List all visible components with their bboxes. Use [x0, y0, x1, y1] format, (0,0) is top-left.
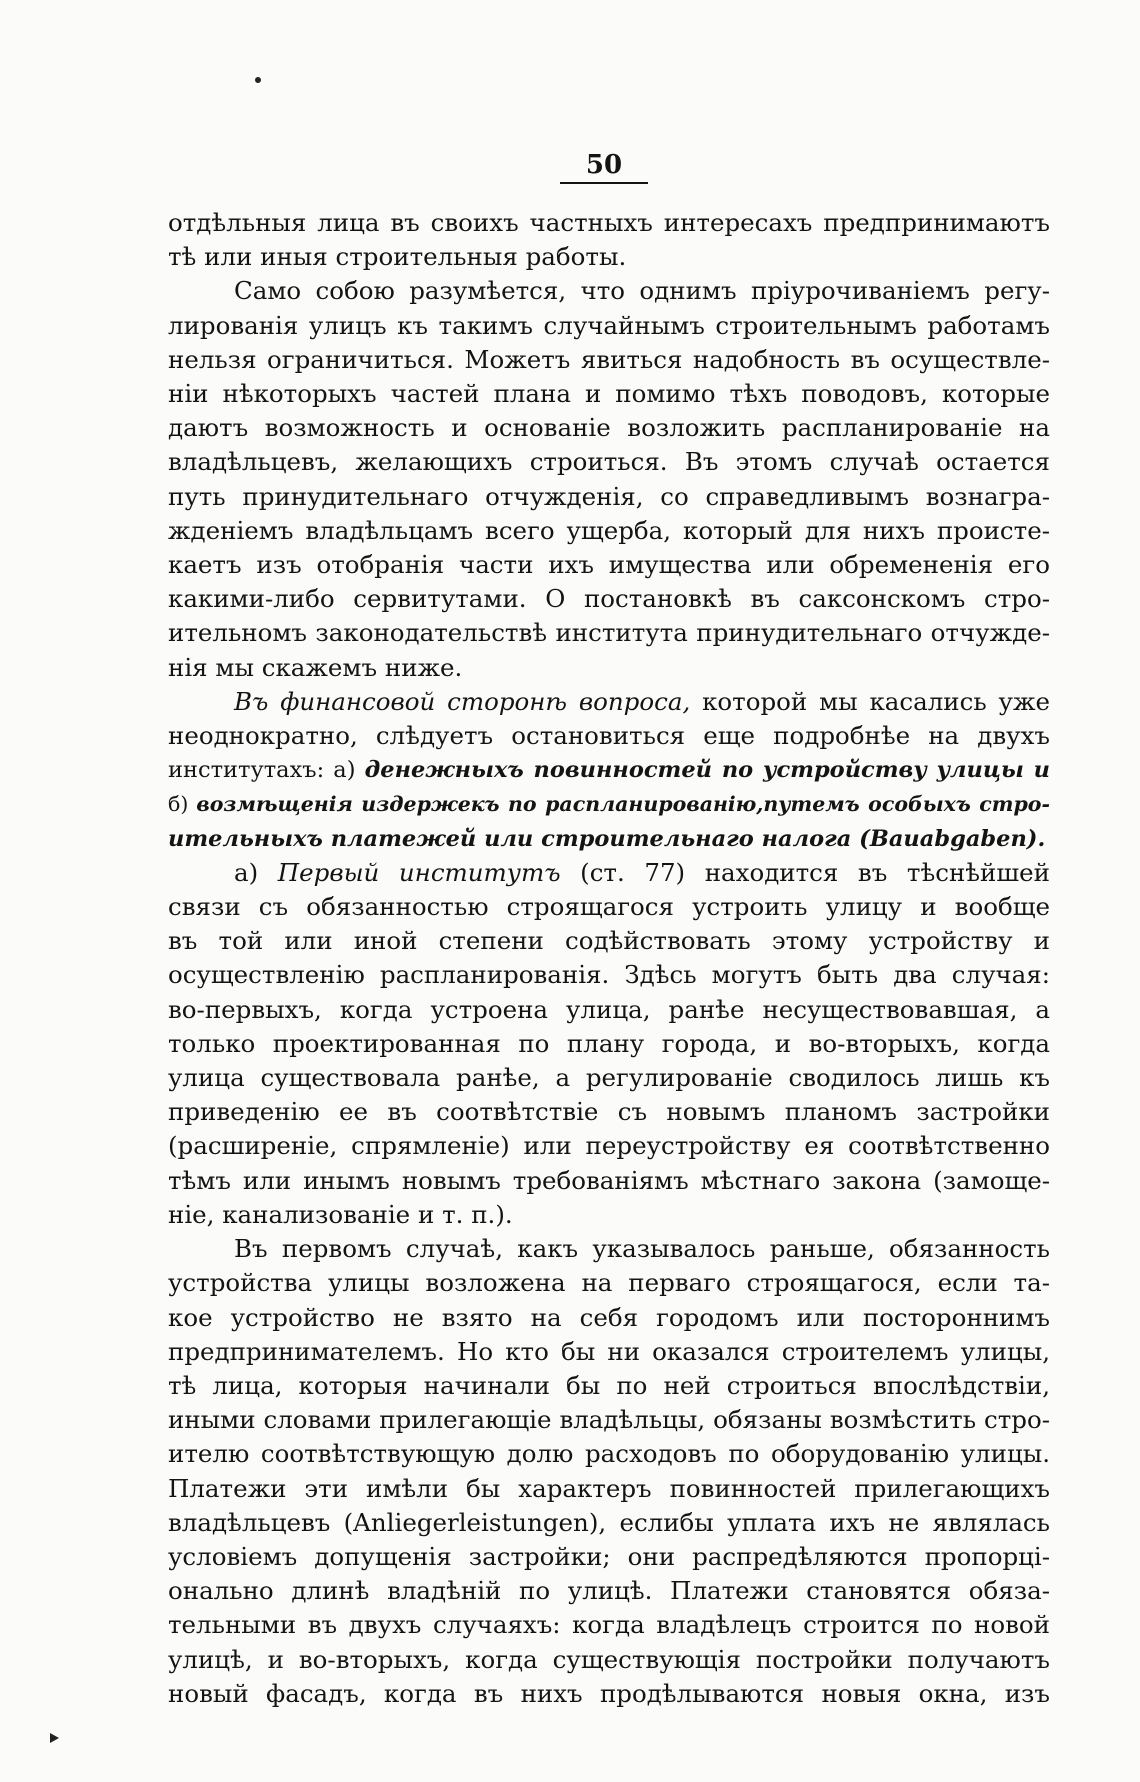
text-line: путь принудительнаго отчужденія, со справедливымъ вознагра- — [168, 481, 1050, 511]
text-line: кое устройство не взято на себя городомъ или постороннимъ — [168, 1302, 1050, 1332]
paragraph-1 — [168, 206, 1050, 685]
text-line: новый фасадъ, когда въ нихъ продѣлываются новыя окна, изъ — [168, 1678, 1050, 1708]
text-line: въ той или иной степени содѣйствовать этому устройству и — [168, 926, 1050, 956]
scan-mark-arrow-icon — [50, 1733, 59, 1743]
text-line — [168, 856, 1050, 890]
text-line: иными словами прилегающіе владѣльцы, обязаны возмѣстить стро- — [168, 1405, 1050, 1435]
text-line: нельзя ограничиться. Можетъ явиться надобность въ осуществле- — [168, 344, 1050, 374]
text-line: тѣмъ или инымъ новымъ требованіямъ мѣстнаго закона (замоще- — [168, 1165, 1050, 1195]
text-line: лированія улицъ къ такимъ случайнымъ строительнымъ работамъ — [168, 310, 1050, 340]
text-line: даютъ возможность и основаніе возложить распланированіе на — [168, 413, 1050, 443]
paragraph-3 — [168, 856, 1050, 1232]
text-line: связи съ обязанностью строящагося устроить улицу и вообще — [168, 892, 1050, 922]
text-fragment: а) — [234, 857, 259, 887]
italic-phrase: денежныхъ повинностей по устройству улицы и — [364, 757, 1051, 784]
page-number: 50 — [560, 150, 648, 184]
text-line: отдѣльныя лица въ своихъ частныхъ интересахъ предпринимаютъ — [168, 208, 1050, 237]
text-line: неоднократно, слѣдуетъ остановиться еще подробнѣе на двухъ — [168, 721, 1050, 751]
text-line: только проектированная по плану города, и во-вторыхъ, когда — [168, 1028, 1050, 1058]
text-line: осуществленію распланированія. Здѣсь могутъ быть два случая: — [168, 960, 1050, 990]
text-line: устройства улицы возложена на перваго строящагося, если та- — [168, 1268, 1050, 1298]
text-line: ителю соотвѣтствующую долю расходовъ по оборудованію улицы. — [168, 1439, 1050, 1469]
text-fragment: институтахъ: а) — [168, 757, 356, 784]
text-line: Платежи эти имѣли бы характеръ повинностей прилегающихъ — [168, 1473, 1050, 1503]
text-line: нія мы скажемъ ниже. — [168, 652, 463, 682]
ink-speck — [255, 77, 261, 83]
text-line: улицѣ, и во-вторыхъ, когда существующія постройки получаютъ — [168, 1644, 1050, 1674]
text-line: владѣльцевъ, желающихъ строиться. Въ этомъ случаѣ остается — [168, 447, 1050, 477]
text-line: приведенію ее въ соотвѣтствіе съ новымъ планомъ застройки — [168, 1097, 1050, 1127]
paragraph-2 — [168, 685, 1050, 856]
text-line: Въ первомъ случаѣ, какъ указывалось раньше, обязанность — [234, 1234, 1050, 1264]
text-line: ніе, канализованіе и т. п.). — [168, 1199, 513, 1229]
text-line: во-первыхъ, когда устроена улица, ранѣе несуществовавшая, а — [168, 994, 1050, 1024]
text-line: улица существовала ранѣе, а регулированіе сводилось лишь къ — [168, 1063, 1050, 1093]
text-line: владѣльцевъ (Anliegerleistungen), еслибы уплата ихъ не являлась — [168, 1507, 1050, 1537]
text-line — [168, 685, 1050, 719]
text-line: Само собою разумѣется, что однимъ пріурочиваніемъ регу- — [234, 276, 1050, 306]
text-line: условіемъ допущенія застройки; они распредѣляются пропорці- — [168, 1541, 1050, 1571]
text-fragment: которой мы касались уже — [702, 686, 1050, 716]
italic-phrase: Въ финансовой сторонѣ вопроса, — [234, 686, 691, 716]
text-line: (расширеніе, спрямленіе) или переустройству ея соотвѣтственно — [168, 1131, 1050, 1161]
text-line: тельными въ двухъ случаяхъ: когда владѣлецъ строится по новой — [168, 1610, 1050, 1640]
text-line: онально длинѣ владѣній по улицѣ. Платежи становятся обяза- — [168, 1576, 1050, 1606]
text-line: ительномъ законодательствѣ института принудительнаго отчужде- — [168, 618, 1050, 648]
text-line: каетъ изъ отобранія части ихъ имущества или обремененія его — [168, 550, 1050, 580]
italic-phrase: возмѣщенія издержекъ по распланированію,путемъ особыхъ стро- — [196, 792, 1050, 817]
page-body — [168, 206, 1050, 1711]
text-line: какими-либо сервитутами. О постановкѣ въ саксонскомъ стро- — [168, 584, 1050, 614]
text-line: тѣ лица, которыя начинали бы по ней строиться впослѣдствіи, — [168, 1370, 1050, 1400]
italic-phrase: Первый институтъ — [277, 857, 561, 887]
paragraph-4 — [168, 1232, 1050, 1711]
text-fragment: б) — [168, 792, 189, 817]
text-line: предпринимателемъ. Но кто бы ни оказался строителемъ улицы, — [168, 1336, 1050, 1366]
text-line: ительныхъ платежей или строительнаго налога (Bauabgaben). — [168, 825, 1046, 852]
text-line — [168, 787, 1050, 821]
text-line: ніи нѣкоторыхъ частей плана и помимо тѣхъ поводовъ, которые — [168, 379, 1050, 409]
text-line — [168, 753, 1050, 787]
text-fragment: (ст. 77) находится въ тѣснѣйшей — [580, 857, 1050, 887]
text-line: тѣ или иныя строительныя работы. — [168, 242, 627, 272]
text-line: жденіемъ владѣльцамъ всего ущерба, который для нихъ проистe- — [168, 515, 1050, 545]
